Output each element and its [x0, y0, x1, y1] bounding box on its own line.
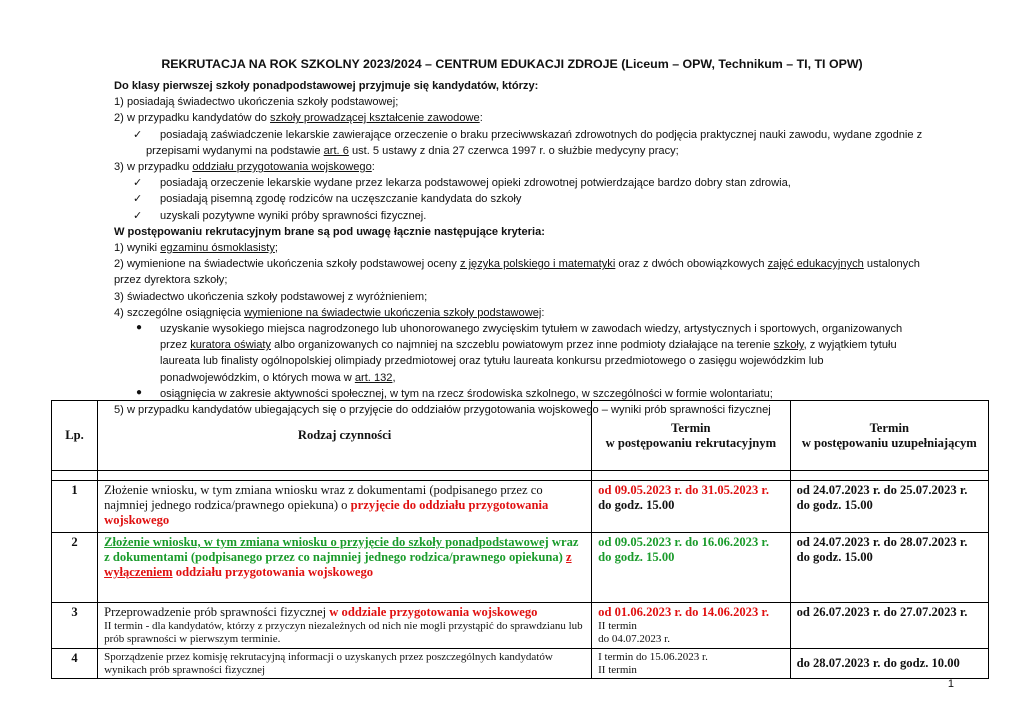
row-lp: 3 [52, 603, 98, 649]
link-certificate[interactable]: wymienione na świadectwie ukończenia szkoły podstawowej [244, 306, 542, 319]
row-term-2: do 28.07.2023 r. do godz. 10.00 [790, 649, 988, 679]
checkmark-icon: ✓ [133, 209, 143, 222]
criterion-4-item-1-cont3: ponadwojewódzkim, o których mowa w art. 132, [160, 371, 396, 384]
header-termin-1: Termin w postępowaniu rekrutacyjnym [592, 401, 790, 471]
criterion-4-item-1: ● uzyskanie wysokiego miejsca nagrodzonego lub uhonorowanego zwycięskim tytułem w zawodach wiedzy, artystycznych i sportowych, organizowanych [136, 322, 903, 336]
checkmark-icon: ✓ [133, 128, 143, 141]
criterion-1: 1) wyniki egzaminu ósmoklasisty; [114, 242, 279, 255]
table-spacer-row [52, 471, 989, 481]
table-row [52, 481, 989, 533]
condition-3-item-1: ✓ posiadają orzeczenie lekarskie wydane przez lekarza podstawowej opieki zdrowotnej potwierdzające bardzo dobry stan zdrowia, [114, 175, 944, 191]
row-term-2: od 26.07.2023 r. do 27.07.2023 r. [790, 603, 988, 649]
link-polish-math[interactable]: z języka polskiego i matematyki [459, 258, 616, 271]
header-rodzaj: Rodzaj czynności [98, 401, 592, 471]
row-activity: Złożenie wniosku, w tym zmiana wniosku wraz z dokumentami (podpisanego przez co najmniej jednego rodzica/prawnego opiekuna) o przyjęcie do oddziału przygotowania wojskowego [98, 481, 592, 533]
link-art-6[interactable]: art. 6 [323, 144, 349, 157]
row-activity: Złożenie wniosku, w tym zmiana wniosku o przyjęcie do szkoły ponadpodstawowej wraz z dokumentami (podpisanego przez co najmniej jednego rodzica/prawnego opiekuna) z wyłączeniem oddziału przygotowania wojskowego [98, 533, 592, 603]
link-exam[interactable]: egzaminu ósmoklasisty [160, 242, 275, 255]
table-row [52, 649, 989, 679]
link-curator[interactable]: kuratora oświaty [190, 339, 271, 352]
bullet-icon: ● [136, 386, 143, 398]
row-lp: 1 [52, 481, 98, 533]
criterion-2: 2) wymienione na świadectwie ukończenia szkoły podstawowej oceny z języka polskiego i matematyki oraz z dwóch obowiązkowych zajęć edukacyjnych ustalonych [114, 258, 920, 271]
header-termin-2: Termin w postępowaniu uzupełniającym [790, 401, 988, 471]
header-lp: Lp. [52, 401, 98, 471]
row-lp: 2 [52, 533, 98, 603]
criterion-4: 4) szczególne osiągnięcia wymienione na świadectwie ukończenia szkoły podstawowej: [114, 306, 545, 319]
criteria-heading: W postępowaniu rekrutacyjnym brane są pod uwagę łącznie następujące kryteria: [114, 225, 545, 238]
link-vocational-school[interactable]: szkoły prowadzącej kształcenie zawodowe [270, 112, 480, 125]
intro-section [114, 78, 944, 418]
checkmark-icon: ✓ [133, 177, 143, 190]
row-term-2: od 24.07.2023 r. do 25.07.2023 r. do godz. 15.00 [790, 481, 988, 533]
link-educational-classes[interactable]: zajęć edukacyjnych [767, 258, 864, 271]
intro-heading: Do klasy pierwszej szkoły ponadpodstawowej przyjmuje się kandydatów, którzy: [114, 80, 539, 92]
condition-3-item-2: ✓ posiadają pisemną zgodę rodziców na uczęszczanie kandydata do szkoły [114, 191, 944, 207]
criterion-3: 3) świadectwo ukończenia szkoły podstawowej z wyróżnieniem; [114, 290, 428, 303]
row-activity: Sporządzenie przez komisję rekrutacyjną informacji o uzyskanych przez poszczególnych kandydatów wynikach prób sprawności fizycznej [98, 649, 592, 679]
condition-1: 1) posiadają świadectwo ukończenia szkoły podstawowej; [114, 96, 399, 109]
criterion-4-item-1-cont: przez kuratora oświaty albo organizowanych co najmniej na szczeblu powiatowym przez inne podmioty działające na terenie szkoły, z wyjątkiem tytułu [160, 339, 897, 352]
page-number: 1 [947, 678, 954, 690]
table-row [52, 533, 989, 603]
row-activity: Przeprowadzenie prób sprawności fizycznej w oddziale przygotowania wojskowego II termin - dla kandydatów, którzy z przyczyn niezależnych od nich nie mogli przystąpić do sprawdzianu lub prób sprawności w pierwszym terminie. [98, 603, 592, 649]
link-art-132[interactable]: art. 132 [354, 371, 393, 384]
link-military-class[interactable]: oddziału przygotowania wojskowego [192, 161, 372, 174]
condition-2-item: ✓ posiadają zaświadczenie lekarskie zawierające orzeczenie o braku przeciwwskazań zdrowotnych do podjęcia praktycznej nauki zawodu, wydane zgodnie z [114, 127, 944, 143]
schedule-table [51, 400, 989, 679]
table-header-row [52, 401, 989, 471]
row-term-1: od 09.05.2023 r. do 31.05.2023 r. do godz. 15.00 [592, 481, 790, 533]
bullet-icon: ● [136, 322, 143, 334]
criterion-5: 5) w przypadku kandydatów ubiegających się o przyjęcie do oddziałów przygotowania wojskowego – wyniki prób sprawności fizycznej [114, 404, 771, 417]
criterion-2-cont: przez dyrektora szkoły; [114, 274, 228, 287]
criterion-4-item-1-cont2: laureata lub finalisty ogólnopolskiej olimpiady przedmiotowej oraz tytułu laureata konkursu przedmiotowego o zasięgu wojewódzkim lub [160, 355, 824, 368]
condition-2-item-cont: przepisami wydanymi na podstawie art. 6 ust. 5 ustawy z dnia 27 czerwca 1997 r. o służbie medycyny pracy; [146, 144, 679, 157]
criterion-4-item-2: ● osiągnięcia w zakresie aktywności społecznej, w tym na rzecz środowiska szkolnego, w szczególności w formie wolontariatu; [136, 386, 773, 400]
row-term-1: od 09.05.2023 r. do 16.06.2023 r. do godz. 15.00 [592, 533, 790, 603]
row-term-1: I termin do 15.06.2023 r. II termin [592, 649, 790, 679]
row-lp: 4 [52, 649, 98, 679]
condition-2: 2) w przypadku kandydatów do szkoły prowadzącej kształcenie zawodowe: [114, 112, 483, 125]
page-title: REKRUTACJA NA ROK SZKOLNY 2023/2024 – CENTRUM EDUKACJI ZDROJE (Liceum – OPW, Technikum – TI, TI OPW) [161, 57, 863, 71]
condition-3: 3) w przypadku oddziału przygotowania wojskowego: [114, 161, 375, 174]
link-school[interactable]: szkoły [773, 339, 804, 352]
checkmark-icon: ✓ [133, 193, 143, 206]
row-term-2: od 24.07.2023 r. do 28.07.2023 r. do godz. 15.00 [790, 533, 988, 603]
row-term-1: od 01.06.2023 r. do 14.06.2023 r. II termin do 04.07.2023 r. [592, 603, 790, 649]
condition-3-item-3: ✓ uzyskali pozytywne wyniki próby sprawności fizycznej. [114, 208, 944, 224]
table-row [52, 603, 989, 649]
